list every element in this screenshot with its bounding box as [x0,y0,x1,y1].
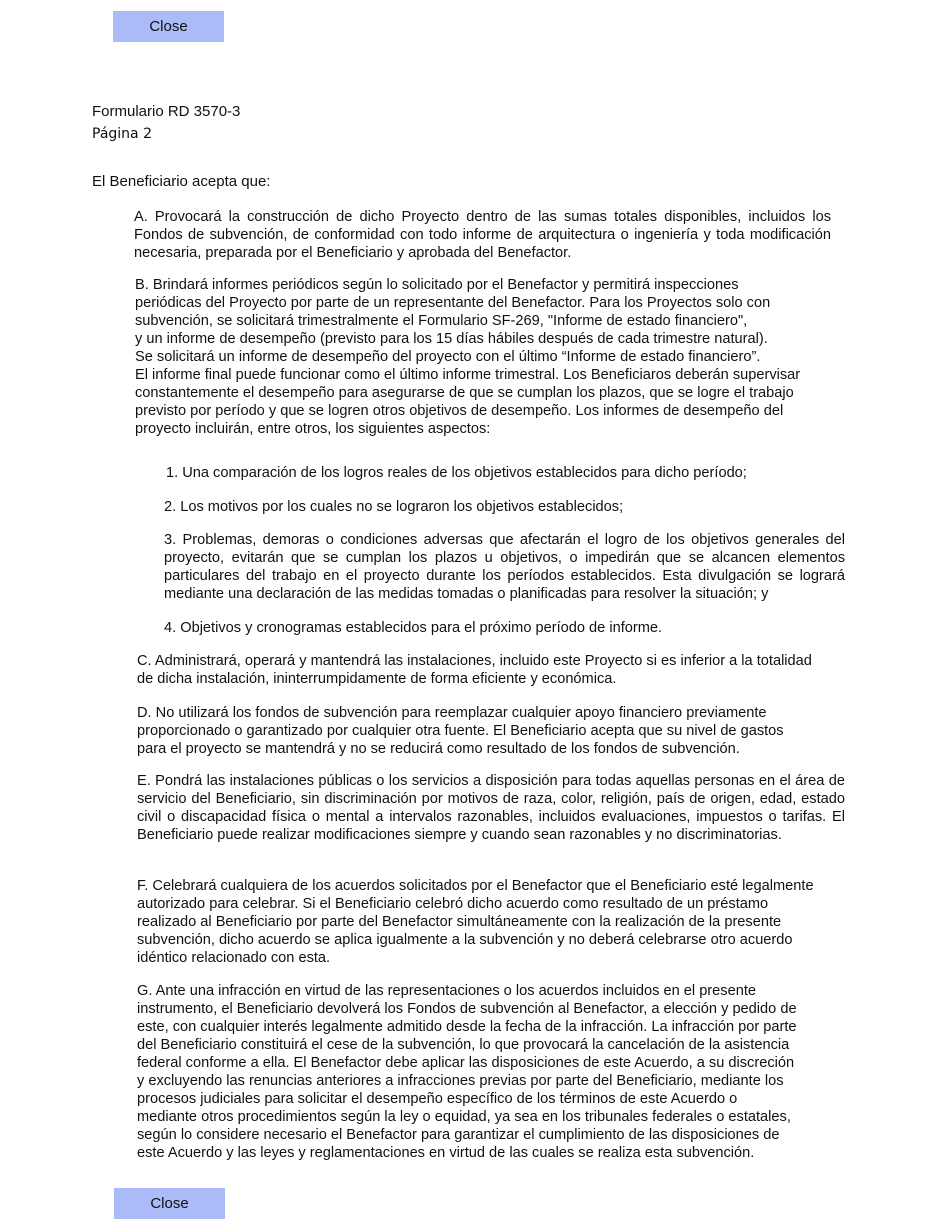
clause-b-item-2: 2. Los motivos por los cuales no se lograron los objetivos establecidos; [164,499,624,515]
clause-e: E. Pondrá las instalaciones públicas o los servicios a disposición para todas aquellas personas en el área de servicio del Beneficiario, sin discriminación por motivos de raza, color, religión, país de origen, edad, estado civil o discapacidad física o mental a intervalos razonables, incluidos evaluaciones, impuestos o tarifas. El Beneficiario puede realizar modificaciones siempre y cuando sean razonables y no discriminatorias. [137,773,845,843]
clause-b: B. Brindará informes periódicos según lo solicitado por el Benefactor y permitirá inspecciones periódicas del Proyecto por parte de un representante del Benefactor. Para los Proyectos solo con subvención, se solicitará trimestralmente el Formulario SF-269, "Informe de estado financiero", y un informe de desempeño (previsto para los 15 días hábiles después de cada trimestre natural). Se solicitará un informe de desempeño del proyecto con el último “Informe de estado financiero”. El informe final puede funcionar como el último informe trimestral. Los Beneficiaros deberán supervisar constantemente el desempeño para asegurarse de que se cumplan los plazos, que se logre el trabajo previsto por período y que se logren otros objetivos de desempeño. Los informes de desempeño del proyecto incluirán, entre otros, los siguientes aspectos: [135,277,801,437]
clause-b-item-4: 4. Objetivos y cronogramas establecidos para el próximo período de informe. [164,620,663,636]
clause-b-item-1: 1. Una comparación de los logros reales de los objetivos establecidos para dicho período; [166,465,747,481]
document-header [92,101,240,145]
clause-d: D. No utilizará los fondos de subvención para reemplazar cualquier apoyo financiero previamente proporcionado o garantizado por cualquier otra fuente. El Beneficiario acepta que su nivel de gastos para el proyecto se mantendrá y no se reducirá como resultado de los fondos de subvención. [137,705,784,757]
form-number: Formulario RD 3570-3 [92,103,241,120]
intro-text: El Beneficiario acepta que: [92,173,271,190]
close-button-top[interactable]: Close [113,11,224,42]
clause-a: A. Provocará la construcción de dicho Proyecto dentro de las sumas totales disponibles, incluidos los Fondos de subvención, de conformidad con todo informe de arquitectura o ingeniería y toda modificación necesaria, preparada por el Beneficiario y aprobada del Benefactor. [134,209,831,261]
clause-g: G. Ante una infracción en virtud de las representaciones o los acuerdos incluidos en el presente instrumento, el Beneficiario devolverá los Fondos de subvención al Benefactor, a elección y pedido de este, con cualquier interés legalmente admitido desde la fecha de la infracción. La infracción por parte del Beneficiario constituirá el cese de la subvención, lo que provocará la cancelación de la asistencia federal conforme a ella. El Benefactor debe aplicar las disposiciones de este Acuerdo, a su discreción y excluyendo las renuncias anteriores a infracciones previas por parte del Beneficiario, mediante los procesos judiciales para solicitar el desempeño específico de los términos de este Acuerdo o mediante otros procedimientos según la ley o equidad, ya sea en los tribunales federales o estatales, según lo considere necesario el Benefactor para garantizar el cumplimiento de las disposiciones de este Acuerdo y las leyes y reglamentaciones en virtud de las cuales se realiza esta subvención. [137,983,797,1161]
close-button-bottom[interactable]: Close [114,1188,225,1219]
clause-b-item-3: 3. Problemas, demoras o condiciones adversas que afectarán el logro de los objetivos generales del proyecto, evitarán que se cumplan los plazos u objetivos, o impedirán que se alcancen elementos particulares del trabajo en el proyecto durante los períodos establecidos. Esta divulgación se logrará mediante una declaración de las medidas tomadas o planificadas para resolver la situación; y [164,532,845,602]
clause-c: C. Administrará, operará y mantendrá las instalaciones, incluido este Proyecto si es inferior a la totalidad de dicha instalación, ininterrumpidamente de forma eficiente y económica. [137,653,812,687]
page-number: Página 2 [92,126,152,142]
clause-f: F. Celebrará cualquiera de los acuerdos solicitados por el Benefactor que el Beneficiario esté legalmente autorizado para celebrar. Si el Beneficiario celebró dicho acuerdo como resultado de un préstamo realizado al Beneficiario por parte del Benefactor simultáneamente con la realización de la presente subvención, dicho acuerdo se aplica igualmente a la subvención y no deberá celebrarse otro acuerdo idéntico relacionado con esta. [137,878,814,966]
